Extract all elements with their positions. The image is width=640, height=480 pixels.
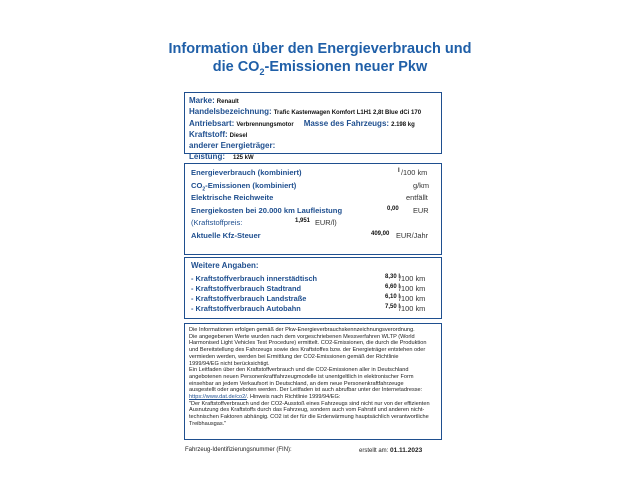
- vehicle-info-box: [184, 92, 442, 162]
- title-line-1: Information über den Energieverbrauch und: [168, 41, 472, 57]
- info-line: Ein Leitfaden über den Kraftstoffverbrauch und die CO2-Emissionen aller in Deutschland: [189, 367, 409, 374]
- kraftstoff-row: Kraftstoff: Diesel: [189, 129, 248, 139]
- handel-row: Handelsbezeichnung: Trafic Kastenwagen Komfort L1H1 2,8t Blue dCi 170: [189, 107, 422, 117]
- list-item: - Kraftstoffverbrauch Autobahn 7,50 l /100 km: [191, 304, 426, 313]
- kosten-row: Energiekosten bei 20.000 km Laufleistung 0,00 EUR: [191, 205, 429, 215]
- info-line: 1999/94/EG nicht berücksichtigt.: [189, 360, 270, 367]
- andere-row: anderer Energieträger:: [189, 141, 276, 151]
- page-title: [0, 40, 640, 81]
- list-item: - Kraftstoffverbrauch innerstädtisch 8,30 l /100 km: [191, 274, 426, 283]
- info-text-box: [184, 323, 442, 440]
- info-line: Die angegebenen Werte wurden nach dem vorgeschriebenen Messverfahren WLTP (World: [189, 333, 415, 340]
- quote-line: Ausnutzung des Kraftstoffs durch das Fahrzeug, sondern auch vom Fahrstil und anderen nicht-: [189, 407, 425, 414]
- info-link-line: https://www.dat.de/co2/. Hinweis nach Richtlinie 1999/94/EG:: [189, 394, 341, 401]
- title-line-2: die $CO_2$-Emissionen neuer Pkw: [212, 59, 428, 77]
- info-line: ausgestellt oder angeboten werden. Der Leitfaden ist auch abrufbar unter der Internetadresse:: [189, 387, 423, 394]
- list-item: - Kraftstoffverbrauch Landstraße 6,10 l /100 km: [191, 294, 426, 303]
- verbrauch-row: Energieverbrauch (kombiniert) l /100 km: [191, 168, 428, 177]
- co2-row: $CO_2$-Emissionen (kombiniert) g/km: [191, 180, 430, 193]
- list-item: - Kraftstoffverbrauch Stadtrand 6,60 l /100 km: [191, 284, 426, 293]
- footer: [185, 447, 441, 453]
- dat-link[interactable]: https://www.dat.de/co2/: [189, 394, 247, 401]
- info-line: vermieden werden, werden bei Ermittlung der CO2-Emissionen gemäß der Richtlinie: [189, 353, 399, 360]
- quote-line: Treibhausgas.": [189, 420, 227, 427]
- info-line: und Bereitstellung des Fahrzeugs sowie des Kraftstoffes bzw. der Energieträger entstehen oder: [189, 347, 426, 354]
- leistung-row: Leistung: 125 kW: [189, 152, 254, 162]
- info-line: Die Informationen erfolgen gemäß der Pkw-Energieverbrauchskennzeichnungsverordnung.: [189, 327, 415, 333]
- antrieb-row: Antriebsart: Verbrennungsmotor Masse des Fahrzeugs: 2.198 kg: [189, 118, 415, 128]
- marke-row: Marke: Renault: [189, 96, 239, 105]
- info-line: Harmonised Light Vehicles Test Procedure) ermittelt. CO2-Emissionen, die durch die Produktion: [189, 340, 427, 347]
- info-line: einsehbar an jedem Verkaufsort in Deutschland, an dem neue Personenkraftfahrzeuge: [189, 380, 404, 387]
- steuer-row: Aktuelle Kfz-Steuer 409,00 EUR/Jahr: [191, 230, 429, 240]
- weitere-heading: Weitere Angaben:: [191, 261, 259, 270]
- erstellt: erstellt am: 01.11.2023: [359, 447, 423, 454]
- reichweite-row: Elektrische Reichweite entfällt: [191, 193, 428, 202]
- energy-box: [184, 163, 442, 255]
- quote-line: "Der Kraftstoffverbrauch und der CO2-Ausstoß eines Fahrzeugs sind nicht nur von der effizienten: [189, 400, 430, 407]
- quote-line: technischen Faktoren abhängig. CO2 ist der für die Erderwärmung hauptsächlich verantwortliche: [189, 414, 429, 421]
- fin-label: Fahrzeug-Identifizierungsnummer (FIN):: [185, 447, 292, 453]
- weitere-box: [184, 257, 442, 319]
- info-line: angebotenen neuen Personenkraftfahrzeugmodelle ist unentgeltlich in elektronischer Form: [189, 373, 414, 380]
- preis-row: (Kraftstoffpreis: 1,951 EUR/l): [191, 218, 337, 227]
